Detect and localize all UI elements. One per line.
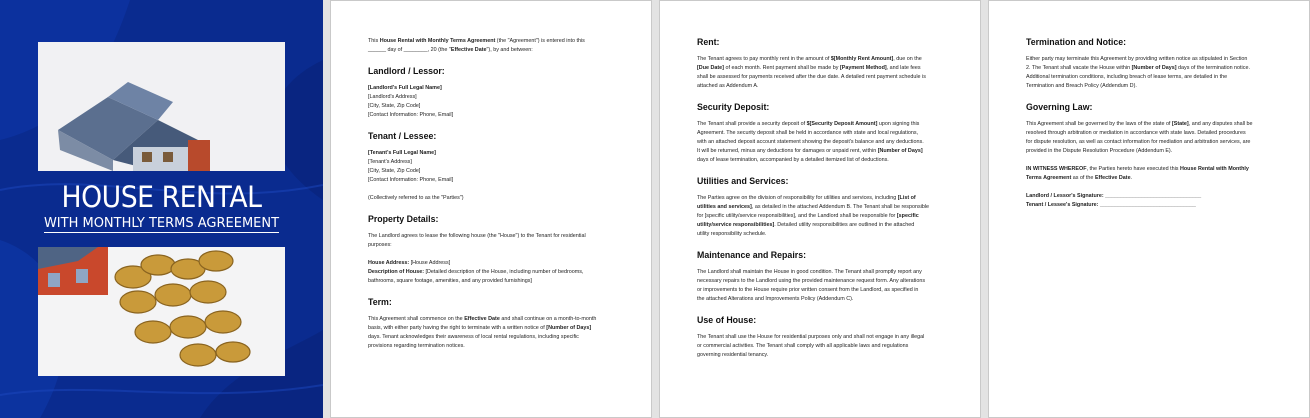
- witness-text: IN WITNESS WHEREOF, the Parties hereto have executed this House Rental with Monthly: [1026, 166, 1249, 172]
- use-heading: Use of House:: [697, 315, 757, 325]
- parties-note: (Collectively referred to as the "Parties"): [368, 195, 464, 201]
- tenant-signature-line: Tenant / Lessee's Signature: ________________________________: [1026, 202, 1196, 208]
- governing-law-text: provided in the Dispute Resolution Procedure (Addendum E).: [1026, 148, 1173, 154]
- house-with-gold-coins-photo: [38, 247, 285, 376]
- rent-text: The Tenant agrees to pay monthly rent in the amount of $[Monthly Rent Amount], due on the: [697, 56, 922, 62]
- tenant-name: [Tenant's Full Legal Name]: [368, 150, 436, 156]
- landlord-signature-line: Landlord / Lessor's Signature: ________________________________: [1026, 193, 1202, 199]
- term-text: basis, with either party having the right to terminate with a written notice of [Number of Days]: [368, 325, 592, 331]
- property-heading: Property Details:: [368, 214, 439, 224]
- tenant-address: [Tenant's Address]: [368, 159, 412, 165]
- maintenance-text: the attached Alterations and Improvements Policy (Addendum C).: [697, 296, 854, 302]
- deposit-text: The Tenant shall provide a security deposit of $[Security Deposit Amount] upon signing this: [697, 121, 920, 127]
- document-page-4: [988, 0, 1310, 418]
- governing-law-text: for dispute resolution, as well as contact information for mediation and arbitration services, are: [1026, 139, 1251, 145]
- property-text: purposes:: [368, 242, 392, 248]
- termination-text: Additional termination conditions, including breach of lease terms, are detailed in the: [1026, 74, 1228, 80]
- house-description: bathrooms, square footage, amenities, and any provided furnishings]: [368, 278, 532, 284]
- deposit-text: days of lease termination, accompanied by a detailed itemized list of deductions.: [697, 157, 889, 163]
- landlord-name: [Landlord's Full Legal Name]: [368, 85, 442, 91]
- tenant-heading: Tenant / Lessee:: [368, 131, 437, 141]
- term-text: This Agreement shall commence on the Effective Date and shall continue on a month-to-month: [368, 316, 597, 322]
- term-text: provisions regarding termination notices.: [368, 343, 465, 349]
- utilities-text: utility responsibility schedule.: [697, 231, 767, 237]
- deposit-heading: Security Deposit:: [697, 102, 770, 112]
- rent-text: shall be assessed for payments received after the due date. A detailed rent payment schedule is: [697, 74, 926, 80]
- termination-text: 2. The Tenant shall vacate the House within [Number of Days] days of the termination notice.: [1026, 65, 1250, 71]
- house-icon: [38, 42, 285, 171]
- termination-heading: Termination and Notice:: [1026, 37, 1127, 47]
- cover-subtitle: WITH MONTHLY TERMS AGREEMENT: [43, 216, 280, 231]
- rent-text: attached as Addendum A.: [697, 83, 759, 89]
- tenant-city: [City, State, Zip Code]: [368, 168, 421, 174]
- cover-page: [0, 0, 323, 418]
- house-description: Description of House: [Detailed description of the House, including number of bedrooms,: [368, 269, 584, 275]
- property-text: The Landlord agrees to lease the following house (the "House") to the Tenant for residential: [368, 233, 586, 239]
- landlord-address: [Landlord's Address]: [368, 94, 417, 100]
- intro-line-1: This House Rental with Monthly Terms Agreement (the "Agreement") is entered into this: [368, 38, 585, 44]
- gold-coins-icon: [38, 247, 285, 376]
- utilities-text: utility/service responsibilities]. Detailed utility responsibilities are outlined in the attached: [697, 222, 915, 228]
- landlord-heading: Landlord / Lessor:: [368, 66, 445, 76]
- use-text: The Tenant shall use the House for residential purposes only and shall not engage in any illegal: [697, 334, 925, 340]
- governing-law-heading: Governing Law:: [1026, 102, 1093, 112]
- termination-text: Either party may terminate this Agreement by providing written notice as stipulated in Section: [1026, 56, 1248, 62]
- landlord-contact: [Contact Information: Phone, Email]: [368, 112, 454, 118]
- maintenance-text: or improvements to the House require prior written consent from the Landlord, as specified in: [697, 287, 919, 293]
- deposit-text: It will be returned, minus any deductions for damages or unpaid rent, within [Number of Days]: [697, 148, 923, 154]
- deposit-text: with an attached deposit account statement showing the deposit's balance and any deductions.: [697, 139, 924, 145]
- utilities-heading: Utilities and Services:: [697, 176, 789, 186]
- governing-law-text: resolved through arbitration or mediation in accordance with state laws. Detailed procedures: [1026, 130, 1246, 136]
- use-text: governing residential tenancy.: [697, 352, 769, 358]
- utilities-text: utilities and services], as detailed in the attached Addendum B. The Tenant shall be responsible: [697, 204, 930, 210]
- witness-text: Terms Agreement as of the Effective Date.: [1026, 175, 1133, 181]
- maintenance-text: necessary repairs to the Landlord using the provided maintenance request form. Any alterations: [697, 278, 926, 284]
- maintenance-text: The Landlord shall maintain the House in good condition. The Tenant shall promptly report any: [697, 269, 922, 275]
- term-heading: Term:: [368, 297, 392, 307]
- intro-line-2: ______ day of ________, 20 (the "Effective Date"), by and between:: [368, 47, 533, 53]
- tenant-contact: [Contact Information: Phone, Email]: [368, 177, 454, 183]
- maintenance-heading: Maintenance and Repairs:: [697, 250, 807, 260]
- use-text: or commercial activities. The Tenant shall comply with all applicable laws and regulations: [697, 343, 909, 349]
- house-address: House Address: [House Address]: [368, 260, 451, 266]
- termination-text: Termination and Breach Policy (Addendum D).: [1026, 83, 1137, 89]
- deposit-text: Agreement. The security deposit shall be held in accordance with state and local regulations,: [697, 130, 919, 136]
- term-text: days. Tenant acknowledges their awareness of local rental regulations, including specific: [368, 334, 579, 340]
- cover-title: HOUSE RENTAL: [61, 180, 262, 214]
- house-model-photo: [38, 42, 285, 171]
- document-page-2: [330, 0, 652, 418]
- rent-text: [Due Date] of each month. Rent payment shall be made by [Payment Method], and late fees: [697, 65, 921, 71]
- governing-law-text: This Agreement shall be governed by the laws of the state of [State], and any disputes shall be: [1026, 121, 1253, 127]
- document-page-3: [659, 0, 981, 418]
- utilities-text: The Parties agree on the division of responsibility for utilities and services, including [List of: [697, 195, 916, 201]
- rent-heading: Rent:: [697, 37, 720, 47]
- utilities-text: for [specific utility/service responsibilities], and the Landlord shall be responsible for [specific: [697, 213, 919, 219]
- landlord-city: [City, State, Zip Code]: [368, 103, 421, 109]
